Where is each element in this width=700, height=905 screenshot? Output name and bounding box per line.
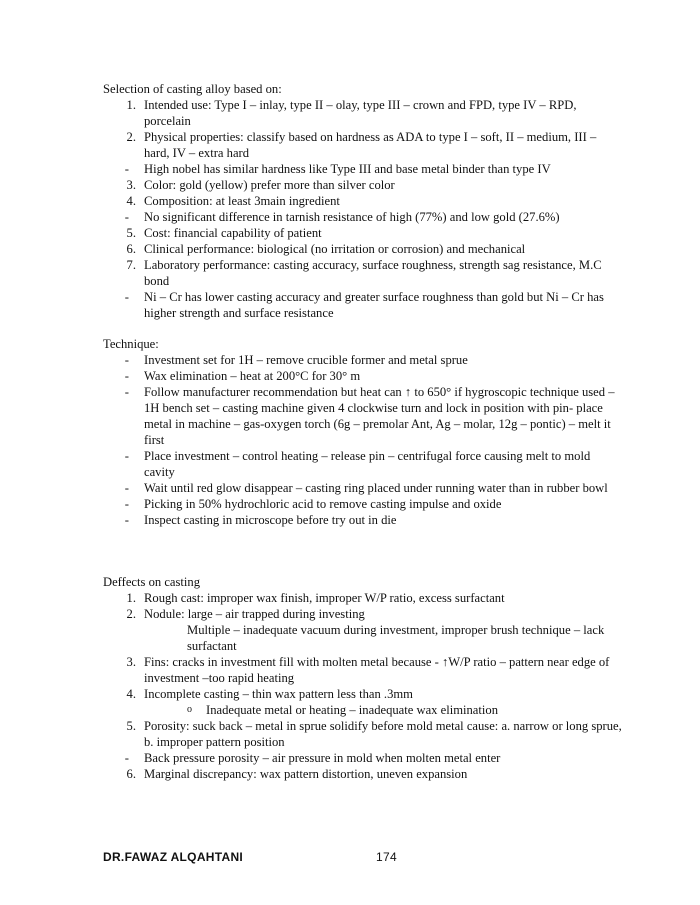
list-item: 1. Intended use: Type I – inlay, type II – olay, type III – crown and FPD, type IV – RPD, porcelain <box>126 98 577 128</box>
defects-list <box>103 590 623 782</box>
technique-heading: Technique: <box>103 337 159 351</box>
list-item: - Follow manufacturer recommendation but heat can ↑ to 650° if hygroscopic technique used – 1H bench set – casting machine given 4 clockwise turn and lock in position with pin- place metal in machine – gas-oxygen torch (6g – premolar Ant, Ag – molar, 12g – pontic) – melt it first <box>124 385 615 447</box>
page-number: 174 <box>376 850 397 864</box>
footer-author: DR.FAWAZ ALQAHTANI <box>103 850 244 864</box>
list-item: 7. Laboratory performance: casting accuracy, surface roughness, strength sag resistance, M.C bond <box>126 258 602 288</box>
list-item: - Inspect casting in microscope before try out in die <box>124 513 397 527</box>
list-item: 1. Rough cast: improper wax finish, improper W/P ratio, excess surfactant <box>126 591 505 605</box>
list-item: 3. Fins: cracks in investment fill with molten metal because - ↑W/P ratio – pattern near edge of investment –too rapid heating <box>126 655 610 685</box>
list-item: - High nobel has similar hardness like Type III and base metal binder than type IV <box>124 162 551 176</box>
list-item: - Wait until red glow disappear – casting ring placed under running water than in rubber bowl <box>124 481 608 495</box>
list-item: 5. Cost: financial capability of patient <box>126 226 322 240</box>
list-item: - Wax elimination – heat at 200°C for 30° m <box>124 369 361 383</box>
technique-list <box>103 352 623 528</box>
selection-list <box>103 97 623 321</box>
list-item: - Ni – Cr has lower casting accuracy and greater surface roughness than gold but Ni – Cr has higher strength and surface resistance <box>124 290 604 320</box>
list-item: 3. Color: gold (yellow) prefer more than silver color <box>126 178 395 192</box>
selection-section <box>103 81 623 321</box>
list-item: 2. Physical properties: classify based on hardness as ADA to type I – soft, II – medium, III – hard, IV – extra hard <box>126 130 597 160</box>
selection-heading: Selection of casting alloy based on: <box>103 82 282 96</box>
list-item: 6. Clinical performance: biological (no irritation or corrosion) and mechanical <box>126 242 526 256</box>
sub-list-item: o Inadequate metal or heating – inadequate wax elimination <box>187 703 498 717</box>
list-item: - No significant difference in tarnish resistance of high (77%) and low gold (27.6%) <box>124 210 560 224</box>
list-item: 5. Porosity: suck back – metal in sprue solidify before mold metal cause: a. narrow or long sprue, b. improper pattern position <box>126 719 622 749</box>
circle-bullet-icon: o <box>187 704 192 715</box>
list-item: 4. Composition: at least 3main ingredient <box>126 194 340 208</box>
list-item: 2. Nodule: large – air trapped during investing <box>126 607 365 621</box>
list-item: 4. Incomplete casting – thin wax pattern less than .3mm <box>126 687 413 701</box>
list-item-continuation: Multiple – inadequate vacuum during investment, improper brush technique – lack surfactant <box>187 623 605 653</box>
list-item: - Place investment – control heating – release pin – centrifugal force causing melt to mold cavity <box>124 449 591 479</box>
technique-section <box>103 336 623 528</box>
list-item: - Picking in 50% hydrochloric acid to remove casting impulse and oxide <box>124 497 502 511</box>
list-item: - Investment set for 1H – remove crucible former and metal sprue <box>124 353 468 367</box>
defects-section <box>103 574 623 782</box>
list-item: 6. Marginal discrepancy: wax pattern distortion, uneven expansion <box>126 767 468 781</box>
list-item: - Back pressure porosity – air pressure in mold when molten metal enter <box>124 751 501 765</box>
defects-heading: Deffects on casting <box>103 575 200 589</box>
